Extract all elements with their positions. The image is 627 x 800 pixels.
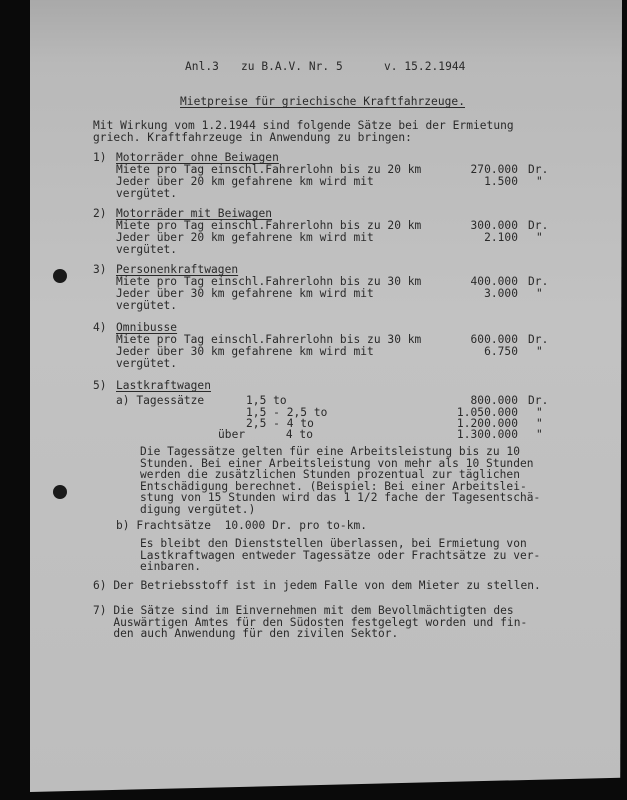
amount: 3.000 [484,287,518,300]
item-number: 1) [93,151,107,164]
amount: 2.100 [484,231,518,244]
item-line: Miete pro Tag einschl.Fahrerlohn bis zu 30 km [116,275,422,288]
unit: Dr. [528,275,549,288]
amount: 400.000 [470,275,518,288]
item-line: Auswärtigen Amtes für den Südosten festgelegt worden und fin- [93,616,528,629]
unit-ditto: " [536,175,543,188]
amount: 270.000 [470,163,518,176]
item-line: Miete pro Tag einschl.Fahrerlohn bis zu 30 km [116,333,422,346]
subitem-b-label: b) Frachtsätze 10.000 Dr. pro to-km. [116,519,368,532]
amount: 6.750 [484,345,518,358]
note-line: digung vergütet.) [140,503,256,516]
item-line: vergütet. [116,299,178,312]
document-date: v. 15.2.1944 [384,60,466,73]
unit-ditto: " [536,428,543,441]
item-number: 2) [93,207,107,220]
tonnage-range: 2,5 - 4 to [246,417,314,430]
item-line: 7) Die Sätze sind im Einvernehmen mit dem Bevollmächtigten des [93,604,514,617]
item-number: 4) [93,321,107,334]
intro-line: Mit Wirkung vom 1.2.1944 sind folgende Sätze bei der Ermietung [93,119,514,132]
item-number: 5) [93,379,107,392]
unit-ditto: " [536,406,543,419]
note-line: einbaren. [140,560,202,573]
punch-hole [53,485,67,499]
amount: 800.000 [470,394,518,407]
unit: Dr. [528,163,549,176]
item-line: vergütet. [116,357,178,370]
tonnage-range: 1,5 to [246,394,287,407]
item-heading: Lastkraftwagen [116,379,211,392]
intro-line: griech. Kraftfahrzeuge in Anwendung zu bringen: [93,131,412,144]
amount: 1.500 [484,175,518,188]
amount: 1.300.000 [456,428,518,441]
note-line: Die Tagessätze gelten für eine Arbeitsleistung bis zu 10 [140,445,520,458]
item-heading: Personenkraftwagen [116,263,239,276]
item-heading: Motorräder ohne Beiwagen [116,151,279,164]
amount: 1.050.000 [456,406,518,419]
item-heading: Omnibusse [116,321,178,334]
tonnage-range: 1,5 - 2,5 to [246,406,328,419]
amount: 600.000 [470,333,518,346]
item-line: vergütet. [116,187,178,200]
note-line: werden die zusätzlichen Stunden prozentual zur täglichen [140,468,520,481]
note-line: Lastkraftwagen entweder Tagessätze oder Frachtsätze zu ver- [140,549,541,562]
unit-ditto: " [536,417,543,430]
amount: 1.200.000 [456,417,518,430]
note-line: stung von 15 Stunden wird das 1 1/2 fache der Tagesentschä- [140,491,541,504]
note-line: Entschädigung berechnet. (Beispiel: Bei einer Arbeitslei- [140,480,527,493]
note-line: Es bleibt den Dienststellen überlassen, bei Ermietung von [140,537,527,550]
item-6: 6) Der Betriebsstoff ist in jedem Falle von dem Mieter zu stellen. [93,579,541,592]
item-line: Miete pro Tag einschl.Fahrerlohn bis zu 20 km [116,163,422,176]
annex-number: Anl.3 [185,60,219,73]
item-line: Jeder über 20 km gefahrene km wird mit [116,231,374,244]
document-title: Mietpreise für griechische Kraftfahrzeuge. [180,95,465,108]
amount: 300.000 [470,219,518,232]
unit: Dr. [528,394,549,407]
unit: Dr. [528,219,549,232]
unit-ditto: " [536,231,543,244]
unit-ditto: " [536,345,543,358]
item-line: Miete pro Tag einschl.Fahrerlohn bis zu 20 km [116,219,422,232]
tonnage-range: über 4 to [218,428,313,441]
reference: zu B.A.V. Nr. 5 [241,60,343,73]
item-line: Jeder über 20 km gefahrene km wird mit [116,175,374,188]
unit: Dr. [528,333,549,346]
note-line: Stunden. Bei einer Arbeitsleistung von mehr als 10 Stunden [140,457,534,470]
item-heading: Motorräder mit Beiwagen [116,207,273,220]
unit-ditto: " [536,287,543,300]
item-number: 3) [93,263,107,276]
punch-hole [53,269,67,283]
item-line: den auch Anwendung für den zivilen Sektor. [93,627,399,640]
subitem-a-label: a) Tagessätze [116,394,205,407]
item-line: Jeder über 30 km gefahrene km wird mit [116,287,374,300]
item-line: vergütet. [116,243,178,256]
item-line: Jeder über 30 km gefahrene km wird mit [116,345,374,358]
